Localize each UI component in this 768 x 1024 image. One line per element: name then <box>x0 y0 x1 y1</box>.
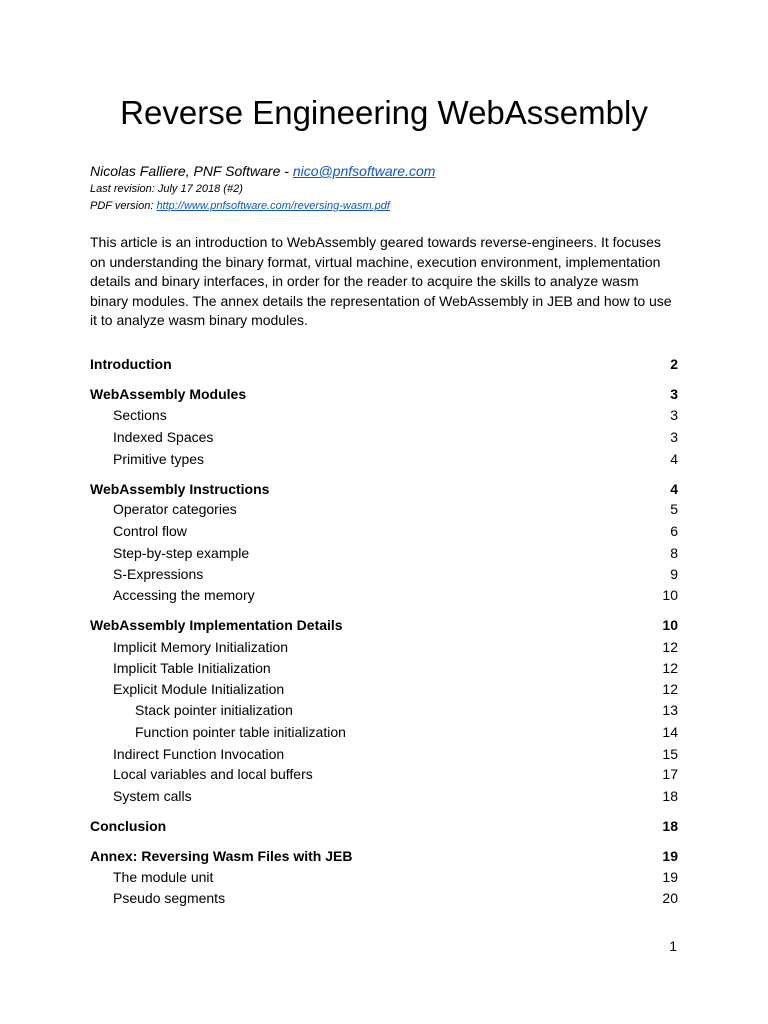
toc-entry-page: 19 <box>662 869 678 885</box>
toc-entry-page: 12 <box>662 660 678 676</box>
toc-entry-label: The module unit <box>113 869 214 885</box>
revision-line: Last revision: July 17 2018 (#2) <box>90 183 243 195</box>
author-email-link[interactable]: nico@pnfsoftware.com <box>292 163 436 179</box>
author-line <box>90 162 435 180</box>
toc-entry-page: 12 <box>662 681 678 697</box>
toc-entry-page: 14 <box>662 724 678 740</box>
toc-entry-control-flow[interactable] <box>90 522 678 540</box>
toc-entry-webassembly-instructions[interactable] <box>90 480 678 498</box>
toc-entry-label: Function pointer table initialization <box>135 724 346 740</box>
toc-entry-page: 13 <box>662 702 678 718</box>
toc-entry-explicit-module-initialization[interactable] <box>90 680 678 698</box>
toc-entry-label: Accessing the memory <box>113 587 255 603</box>
pdf-version-label: PDF version: <box>90 200 157 212</box>
toc-entry-page: 6 <box>670 523 678 539</box>
toc-entry-page: 2 <box>670 356 678 372</box>
toc-entry-label: Conclusion <box>90 818 167 834</box>
toc-entry-conclusion[interactable] <box>90 817 678 835</box>
toc-entry-label: Annex: Reversing Wasm Files with JEB <box>90 848 353 864</box>
toc-entry-indexed-spaces[interactable] <box>90 428 678 446</box>
document-title: Reverse Engineering WebAssembly <box>120 94 648 131</box>
toc-entry-page: 8 <box>670 545 678 561</box>
toc-entry-label: WebAssembly Instructions <box>90 481 270 497</box>
toc-entry-primitive-types[interactable] <box>90 450 678 468</box>
toc-entry-implicit-memory-initialization[interactable] <box>90 638 678 656</box>
toc-entry-s-expressions[interactable] <box>90 565 678 583</box>
toc-entry-webassembly-implementation-details[interactable] <box>90 616 678 634</box>
toc-entry-label: Operator categories <box>113 501 237 517</box>
toc-entry-introduction[interactable] <box>90 355 678 373</box>
toc-entry-label: Implicit Memory Initialization <box>113 639 289 655</box>
toc-entry-label: Indirect Function Invocation <box>113 746 285 762</box>
toc-entry-stack-pointer-initialization[interactable] <box>90 701 678 719</box>
toc-entry-page: 15 <box>662 746 678 762</box>
toc-entry-page: 19 <box>662 848 678 864</box>
toc-entry-page: 12 <box>662 639 678 655</box>
toc-entry-label: Stack pointer initialization <box>135 702 293 718</box>
toc-entry-label: WebAssembly Modules <box>90 386 247 402</box>
toc-entry-page: 10 <box>662 617 678 633</box>
toc-entry-system-calls[interactable] <box>90 787 678 805</box>
toc-entry-label: S-Expressions <box>113 566 204 582</box>
toc-entry-page: 20 <box>662 890 678 906</box>
toc-entry-webassembly-modules[interactable] <box>90 385 678 403</box>
toc-entry-page: 3 <box>670 386 678 402</box>
toc-entry-operator-categories[interactable] <box>90 500 678 518</box>
toc-entry-function-pointer-table-initialization[interactable] <box>90 723 678 741</box>
toc-entry-label: Primitive types <box>113 451 205 467</box>
toc-entry-page: 3 <box>670 429 678 445</box>
toc-entry-label: Sections <box>113 407 167 423</box>
author-name: Nicolas Falliere, PNF Software - <box>90 163 293 179</box>
toc-entry-page: 18 <box>662 818 678 834</box>
toc-entry-label: Control flow <box>113 523 187 539</box>
toc-entry-label: Pseudo segments <box>113 890 226 906</box>
page-number: 1 <box>669 938 677 954</box>
toc-entry-sections[interactable] <box>90 406 678 424</box>
toc-entry-page: 5 <box>670 501 678 517</box>
toc-entry-page: 9 <box>670 566 678 582</box>
toc-entry-label: Local variables and local buffers <box>113 766 313 782</box>
toc-entry-page: 10 <box>662 587 678 603</box>
toc-entry-indirect-function-invocation[interactable] <box>90 745 678 763</box>
toc-entry-label: WebAssembly Implementation Details <box>90 617 343 633</box>
toc-entry-accessing-the-memory[interactable] <box>90 586 678 604</box>
pdf-version-line <box>90 199 390 213</box>
toc-entry-label: Step-by-step example <box>113 545 250 561</box>
toc-entry-page: 4 <box>670 451 678 467</box>
toc-entry-pseudo-segments[interactable] <box>90 889 678 907</box>
pdf-version-link[interactable]: http://www.pnfsoftware.com/reversing-wasm.pdf <box>156 200 390 212</box>
toc-entry-implicit-table-initialization[interactable] <box>90 659 678 677</box>
toc-entry-label: System calls <box>113 788 192 804</box>
toc-entry-local-variables-and-local-buffers[interactable] <box>90 765 678 783</box>
toc-entry-page: 17 <box>662 766 678 782</box>
toc-entry-page: 4 <box>670 481 678 497</box>
toc-entry-the-module-unit[interactable] <box>90 868 678 886</box>
toc-entry-page: 18 <box>662 788 678 804</box>
toc-entry-label: Explicit Module Initialization <box>113 681 285 697</box>
toc-entry-label: Introduction <box>90 356 172 372</box>
toc-entry-label: Implicit Table Initialization <box>113 660 271 676</box>
toc-entry-step-by-step-example[interactable] <box>90 544 678 562</box>
abstract-paragraph: This article is an introduction to WebAssembly geared towards reverse-engineers. It focuses on understanding the binary format, virtual machine, execution environment, implementation details and binary interfaces, in order for the reader to acquire the skills to analyze wasm binary modules. The annex details the representation of WebAssembly in JEB and how to use it to analyze wasm binary modules. <box>90 234 672 328</box>
toc-entry-annex-reversing-wasm-files-with-jeb[interactable] <box>90 847 678 865</box>
toc-entry-label: Indexed Spaces <box>113 429 214 445</box>
toc-entry-page: 3 <box>670 407 678 423</box>
